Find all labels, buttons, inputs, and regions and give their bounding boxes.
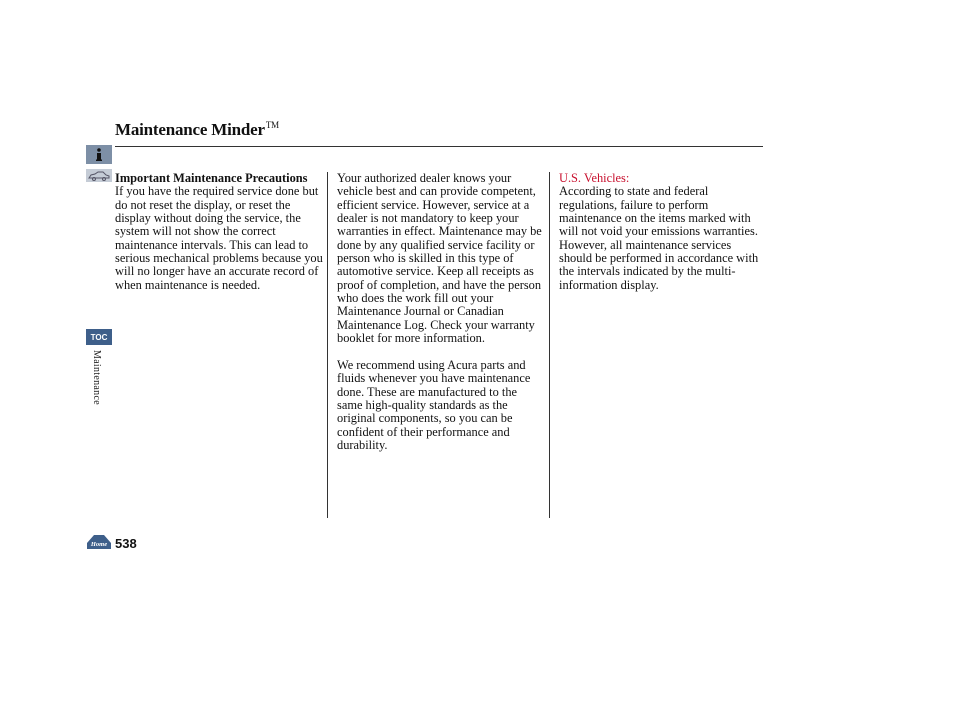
page-title (115, 120, 279, 140)
us-vehicles-body: According to state and federal regulations, failure to perform maintenance on the items marked with will not void your emissions warranties. However, all maintenance services should be performed in accordance with the intervals indicated by the multi-information display. (559, 184, 773, 292)
trademark-mark: TM (265, 120, 279, 130)
car-glyph-icon (88, 171, 110, 181)
column-dealer (337, 172, 543, 452)
precautions-body: If you have the required service done but do not reset the display, or reset the display without doing the service, the system will not show the correct maintenance intervals. This can lead to serious mechanical problems because you will no longer have an accurate record of when maintenance is needed. (115, 184, 323, 292)
title-text: Maintenance Minder (115, 120, 265, 139)
us-vehicles-heading: U.S. Vehicles: (559, 171, 630, 185)
column-divider (327, 172, 328, 518)
info-icon[interactable] (86, 145, 112, 164)
page-number: 538 (115, 536, 137, 551)
column-divider (549, 172, 550, 518)
dealer-paragraph: Your authorized dealer knows your vehicle best and can provide competent, efficient service. However, service at a dealer is not mandatory to keep your warranties in effect. Maintenance may be done by any qualified service facility or person who is skilled in this type of automotive service. Keep all receipts as proof of completion, and have the person who does the work fill out your Maintenance Journal or Canadian Maintenance Log. Check your warranty booklet for more information. (337, 171, 542, 346)
car-icon[interactable] (86, 169, 112, 182)
precautions-heading: Important Maintenance Precautions (115, 171, 308, 185)
home-glyph-icon (86, 534, 112, 550)
toc-button[interactable]: TOC (86, 329, 112, 345)
home-icon[interactable] (86, 534, 112, 550)
section-label: Maintenance (91, 350, 102, 405)
home-label: Home (90, 541, 108, 548)
parts-paragraph: We recommend using Acura parts and fluids whenever you have maintenance done. These are manufactured to the same high-quality standards as the original components, so you can be confident of their performance and durability. (337, 357, 531, 452)
paragraph-gap (337, 345, 543, 358)
info-glyph-icon (94, 148, 104, 162)
title-rule (115, 146, 763, 147)
column-us-vehicles (559, 171, 773, 292)
column-precautions (115, 172, 323, 292)
